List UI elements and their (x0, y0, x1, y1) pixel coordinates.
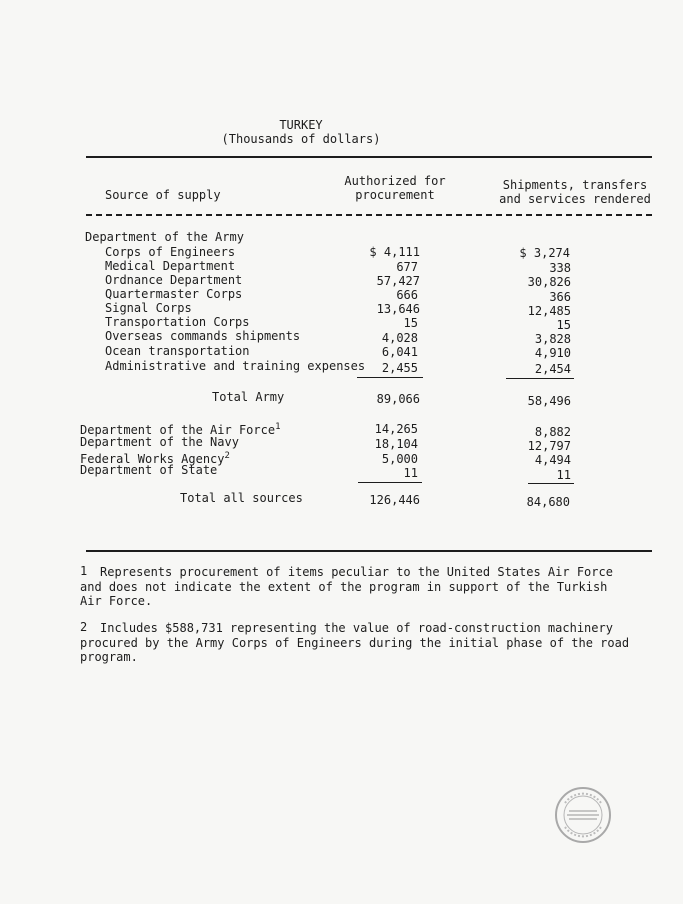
row-shipments: 15 (556, 318, 571, 332)
row-label: Quartermaster Corps (105, 287, 243, 301)
footnote-line: Air Force. (80, 594, 153, 608)
grand-total-underline-authorized (358, 482, 422, 483)
row-shipments: 4,494 (534, 453, 571, 467)
row-authorized: 4,028 (381, 331, 418, 345)
row-shipments: 3,828 (534, 332, 571, 346)
row-authorized: 14,265 (374, 422, 418, 436)
row-authorized: 57,427 (376, 274, 420, 288)
footnote-number: 1 (80, 564, 88, 578)
footnote-number: 2 (80, 620, 88, 634)
row-authorized: 677 (396, 260, 418, 274)
row-label: Ordnance Department (105, 273, 243, 287)
row-authorized: 666 (396, 288, 418, 302)
top-rule (86, 156, 652, 158)
row-label: Administrative and training expenses (105, 359, 366, 373)
total-army-shipments: 58,496 (527, 394, 571, 408)
column-header-authorized-line1: Authorized for (344, 174, 446, 188)
row-shipments: 11 (556, 468, 571, 482)
row-shipments: 338 (549, 261, 571, 275)
column-header-source: Source of supply (105, 188, 221, 202)
grand-total-underline-shipments (528, 483, 574, 484)
row-authorized: 2,455 (381, 361, 418, 375)
row-label: Medical Department (105, 259, 236, 273)
row-authorized: 13,646 (376, 302, 420, 316)
grand-total-label: Total all sources (180, 491, 303, 505)
row-authorized: 6,041 (381, 345, 418, 359)
row-shipments: 12,797 (527, 439, 571, 453)
row-label: Federal Works Agency$^2$ (80, 451, 230, 466)
total-army-authorized: 89,066 (376, 392, 420, 406)
row-authorized: 11 (403, 466, 418, 480)
row-label: Department of the Navy (80, 435, 239, 449)
row-authorized: 5,000 (381, 452, 418, 466)
row-label: Signal Corps (105, 301, 192, 315)
row-label: Transportation Corps (105, 315, 250, 329)
bottom-rule (86, 550, 652, 552)
grand-total-authorized: 126,446 (369, 493, 420, 507)
row-label: Department of State (80, 463, 218, 477)
row-authorized: $ 4,111 (369, 245, 420, 259)
footnote-line: Includes $588,731 representing the value of road-construction machinery (100, 621, 613, 635)
row-authorized: 15 (403, 316, 418, 330)
header-rule (86, 214, 652, 216)
table-subtitle: (Thousands of dollars) (221, 132, 381, 146)
row-label: Corps of Engineers (105, 245, 236, 259)
row-shipments: $ 3,274 (519, 246, 570, 260)
grand-total-shipments: 84,680 (526, 495, 570, 509)
row-shipments: 30,826 (527, 275, 571, 289)
footnote-marker: 2 (224, 451, 230, 461)
total-army-label: Total Army (212, 390, 285, 404)
row-shipments: 12,485 (527, 304, 571, 318)
table-title: TURKEY (279, 118, 323, 132)
army-heading: Department of the Army (85, 230, 244, 244)
row-label: Ocean transportation (105, 344, 250, 358)
row-authorized: 18,104 (374, 437, 418, 451)
column-header-shipments-line1: Shipments, transfers (502, 178, 648, 192)
footnote-line: Represents procurement of items peculiar to the United States Air Force (100, 565, 613, 579)
footnote-line: program. (80, 650, 138, 664)
footnote-line: and does not indicate the extent of the program in support of the Turkish (80, 580, 608, 594)
row-shipments: 8,882 (534, 425, 571, 439)
row-shipments: 4,910 (534, 346, 571, 360)
archive-seal-stamp (553, 785, 613, 845)
row-shipments: 366 (549, 290, 571, 304)
column-header-authorized-line2: procurement (355, 188, 435, 202)
footnote-line: procured by the Army Corps of Engineers during the initial phase of the road (80, 636, 630, 650)
row-label: Department of the Air Force$^1$ (80, 422, 281, 437)
army-subtotal-underline-shipments (506, 378, 574, 379)
army-subtotal-underline-authorized (357, 377, 423, 378)
row-label: Overseas commands shipments (105, 329, 301, 343)
footnote-marker: 1 (275, 422, 281, 432)
column-header-shipments-line2: and services rendered (499, 192, 651, 206)
row-shipments: 2,454 (534, 362, 571, 376)
